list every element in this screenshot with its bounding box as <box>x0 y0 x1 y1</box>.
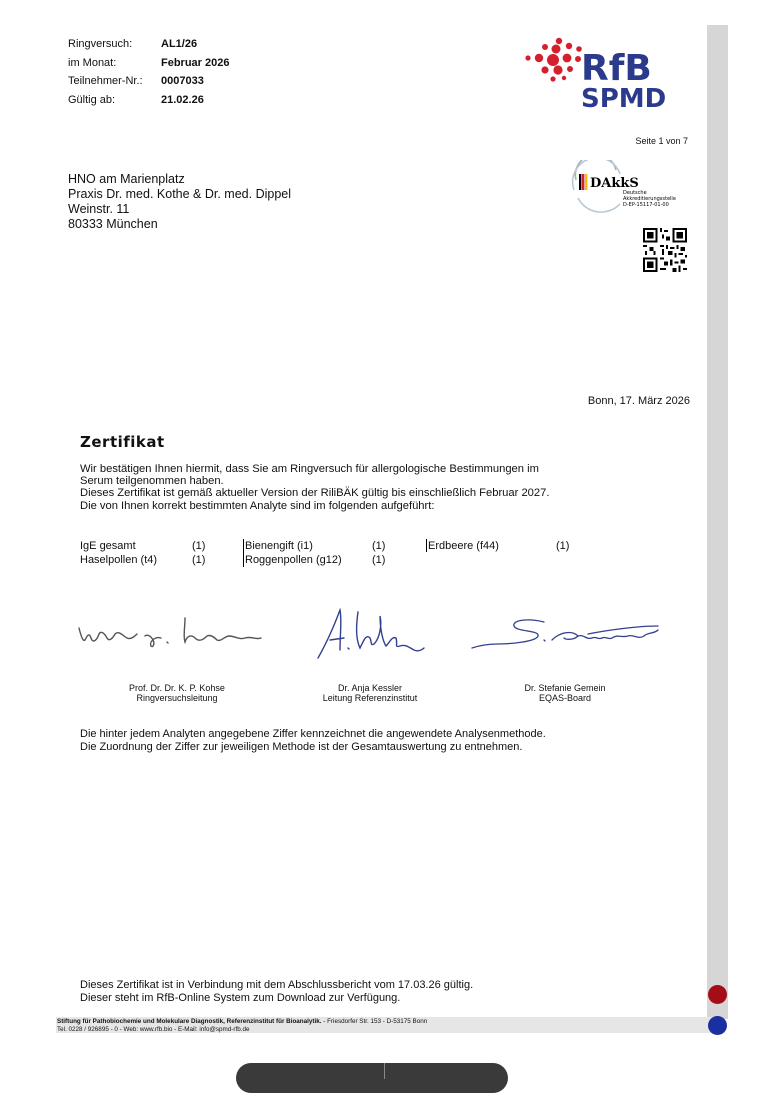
logo-line2: SPMD <box>581 84 667 112</box>
signatory-role: Ringversuchsleitung <box>136 693 218 703</box>
validity-line: Dieses Zertifikat ist in Verbindung mit dem Abschlussbericht vom 17.03.26 gültig. <box>80 979 474 991</box>
signatory-kessler <box>270 683 470 703</box>
rfb-spmd-logo <box>523 37 698 112</box>
meta-row <box>68 54 229 73</box>
note-line: Die hinter jedem Analyten angegebene Ziffer kennzeichnet die angewendete Analysenmethode. <box>80 728 546 740</box>
analyte-code: (1) <box>372 554 386 566</box>
analyte-item <box>80 553 245 567</box>
signatory-kohse <box>77 683 277 703</box>
qr-code-icon <box>643 228 687 272</box>
analyte-code: (1) <box>192 540 206 552</box>
meta-label: Gültig ab: <box>68 93 116 106</box>
analyte-item <box>428 539 589 553</box>
analyte-name: Haselpollen (t4) <box>80 554 158 566</box>
meta-block <box>68 35 229 109</box>
address-line: Weinstr. 11 <box>68 202 130 216</box>
signatory-role: EQAS-Board <box>538 693 592 703</box>
meta-label: Teilnehmer-Nr.: <box>68 75 143 87</box>
signatory-gemein <box>465 683 665 703</box>
validity-line: Dieser steht im RfB-Online System zum Download zur Verfügung. <box>80 991 401 1004</box>
signatory-name: Prof. Dr. Dr. K. P. Kohse <box>129 683 225 693</box>
page-number: Seite 1 von 7 <box>635 136 688 146</box>
analyte-name: Bienengift (i1) <box>245 540 313 552</box>
dakks-name: DAkkS <box>590 176 639 191</box>
dakks-line2: Akkreditierungsstelle <box>623 196 676 202</box>
body-line: Serum teilgenommen haben. <box>80 475 224 488</box>
viewer-toolbar[interactable] <box>236 1063 508 1093</box>
validity-note <box>80 979 473 1004</box>
red-dot-icon <box>708 985 727 1004</box>
column-divider <box>243 539 244 567</box>
method-note <box>80 728 546 753</box>
meta-row <box>68 91 229 110</box>
signatory-role: Leitung Referenzinstitut <box>322 693 418 703</box>
meta-row <box>68 35 229 54</box>
note-line: Die Zuordnung der Ziffer zur jeweiligen Methode ist der Gesamtauswertung zu entnehmen. <box>80 740 523 753</box>
footer-address: - Friesdorfer Str. 153 - D-53175 Bonn <box>321 1018 428 1025</box>
analyte-item <box>245 539 428 553</box>
analytes-row <box>80 539 589 553</box>
address-line: 80333 München <box>68 217 158 231</box>
analyte-code: (1) <box>372 540 386 552</box>
meta-label: Ringversuch: <box>68 38 133 50</box>
address-line: Praxis Dr. med. Kothe & Dr. med. Dippel <box>68 187 292 201</box>
blue-dot-icon <box>708 1016 727 1035</box>
analyte-item <box>245 553 428 567</box>
body-line: Dieses Zertifikat ist gemäß aktueller Version der RiliBÄK gültig bis einschließlich Februar 2027. <box>80 487 550 500</box>
body-line: Wir bestätigen Ihnen hiermit, dass Sie am Ringversuch für allergologische Bestimmungen im <box>80 463 539 475</box>
footer-org: Stiftung für Pathobiochemie und Molekulare Diagnostik, Referenzinstitut für Bioanalytik. <box>57 1018 322 1025</box>
meta-label: im Monat: <box>68 56 117 69</box>
analyte-code: (1) <box>192 554 206 566</box>
footer-line1 <box>57 1018 427 1026</box>
meta-value: 21.02.26 <box>161 93 204 106</box>
analyte-name: IgE gesamt <box>80 540 136 552</box>
certificate-body <box>80 463 660 512</box>
analyte-name: Erdbeere (f44) <box>428 540 499 552</box>
signatory-name: Dr. Anja Kessler <box>337 683 403 693</box>
certificate-title: Zertifikat <box>80 433 165 451</box>
dakks-logo <box>568 160 693 215</box>
signature-kessler <box>310 600 440 670</box>
dakks-line1: Deutsche <box>623 190 647 196</box>
analyte-code: (1) <box>556 540 570 552</box>
signatory-name: Dr. Stefanie Gemein <box>524 683 606 693</box>
signature-kohse <box>75 600 275 670</box>
recipient-address <box>68 172 291 232</box>
page-sidebar <box>707 25 728 1019</box>
meta-value: AL1/26 <box>161 38 198 50</box>
logo-line1: RfB <box>581 48 652 89</box>
meta-value: Februar 2026 <box>161 56 230 69</box>
address-line: HNO am Marienplatz <box>68 172 185 186</box>
analytes-list <box>80 539 589 567</box>
document-date: Bonn, 17. März 2026 <box>587 395 690 407</box>
column-divider <box>426 539 427 552</box>
analyte-name: Roggenpollen (g12) <box>245 554 342 566</box>
body-line: Die von Ihnen korrekt bestimmten Analyte sind im folgenden aufgeführt: <box>80 499 435 512</box>
footer-line2: Tel. 0228 / 926895 - 0 - Web: www.rfb.bio - E-Mail: info@spmd-rfb.de <box>57 1026 250 1033</box>
dakks-line3: D-EP-15117-01-00 <box>623 202 669 208</box>
analytes-row <box>80 553 589 567</box>
analyte-item <box>80 539 245 553</box>
meta-value: 0007033 <box>161 75 204 87</box>
signature-gemein <box>468 600 668 670</box>
meta-row <box>68 72 229 91</box>
footer-text <box>57 1018 427 1034</box>
